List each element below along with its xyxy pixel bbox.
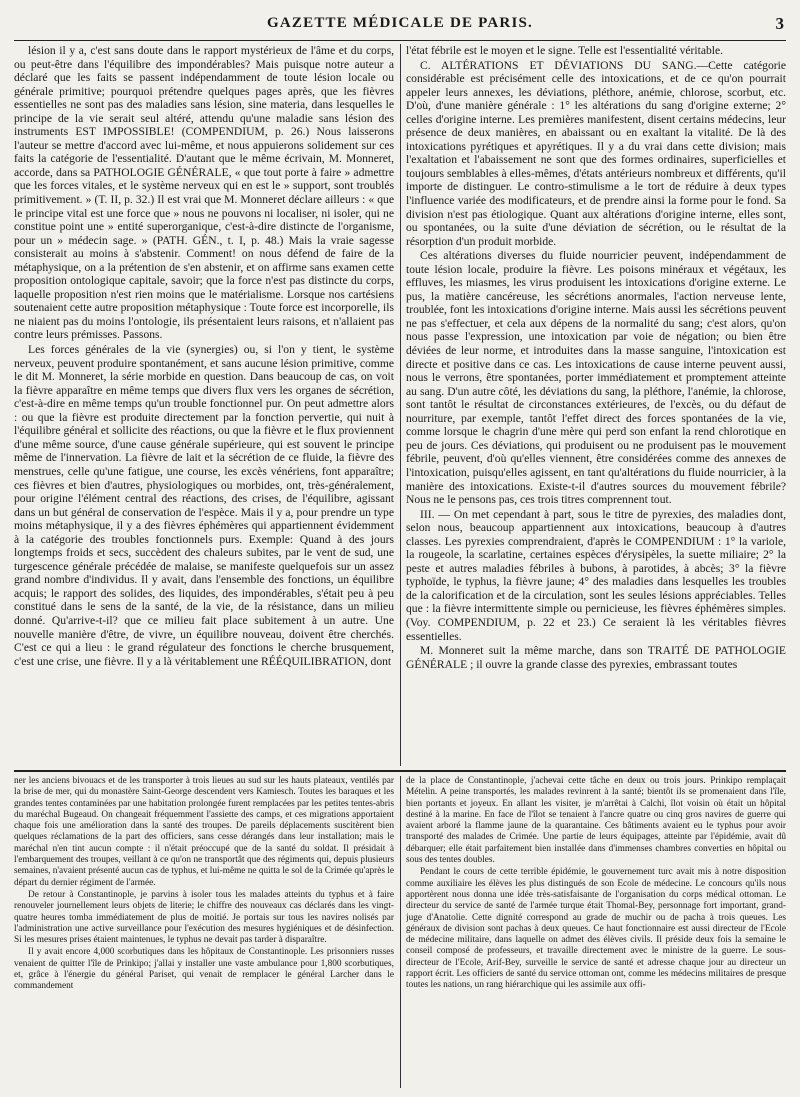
paragraph: III. — On met cependant à part, sous le titre de pyrexies, des maladies dont, selon nous, beaucoup appartiennent aux intoxications, beaucoup à d'autres classes. Les pyrexies comprendraient, d'après le COMPENDIUM : 1° la variole, la rougeole, la scarlatine, certaines espèces d'érysipèles, la suette miliaire; 2° la peste et autres maladies fébriles à bubons, à parotides, à abcès; 3° la fièvre typhoïde, le typhus, la fièvre jaune; 4° des maladies dans lesquelles les troubles de la calorification et de la circulation, sont les seules lésions appréciables. Telles que : la fièvre intermittente simple ou pernicieuse, les fièvres éphémères simples. (Voy. COMPENDIUM, p. 22 et 23.) Ce seraient là les véritables fièvres essentielles.	[406, 507, 786, 643]
paragraph: ner les anciens bivouacs et de les transporter à trois lieues au sud sur les hauts plateaux, ventilés par la brise de mer, qui du monastère Saint-George descendent vers Kamiesch. Toutes les baraques et les grandes tentes contaminées par une habitation prolongée furent remplacées par les petites tentes-abris du maréchal Bugeaud. On changeait fréquemment l'assiette des camps, et ces migrations apportaient chaque fois une amélioration dans la santé des troupes. De pareils déplacements suscitèrent bien quelques réclamations de la part des officiers, sans cesse dérangés dans leur installation; mais le maréchal n'en tint aucun compte : il n'était préoccupé que de la santé du soldat. Il présidait à l'embarquement des troupes, veillant à ce qu'on ne transportât que des régiments qui, depuis plusieurs semaines, n'avaient présenté aucun cas de typhus, et lui-même ne quitta le sol de la Crimée qu'après le départ du dernier régiment de l'armée.	[14, 776, 394, 888]
paragraph: lésion il y a, c'est sans doute dans le rapport mystérieux de l'âme et du corps, ou peut-être dans l'équilibre des impondérables? Mais puisque notre auteur a déclaré que les faits se passent indépendamment de toute lésion locale ou générale primitive; pourquoi prétendre quelques pages après, que les fièvres essentielles ne sont pas des maladies sans lésion, sine materia, dans lesquelles le principe de la vie serait seul altéré, attendu qu'une maladie sans lésion des instruments EST IMPOSSIBLE! (COMPENDIUM, p. 26.) Nous laisserons l'auteur se mettre d'accord avec lui-même, et nous appuierons solidement sur ces faits la catégorie de l'essentialité. D'autant que le même écrivain, M. Monneret, accorde, dans sa PATHOLOGIE GÉNÉRALE, « que tout porte à faire » admettre que les forces vitales, et le système nerveux qui en est le » support, sont troublés primitivement. » (T. II, p. 32.) Il est vrai que M. Monneret déclare ailleurs : « que le principe vital est une force que » nous ne pouvons ni localiser, ni isoler, qui ne constitue point une » entité superorganique, c'est-à-dire distincte de l'organisme, pour un » médecin sage. » (PATH. GÉN., t. I, p. 48.) Mais la vraie sagesse consisterait au moins à s'abstenir. Comment! on nous défend de faire de la métaphysique, on a la prétention de s'en abstenir, et on affirme sans examen cette proposition ontologique capitale, savoir; que la force n'est pas distincte du corps, laquelle proposition n'est rien moins que le matérialisme. Lorsque nos cartésiens soutenaient cette autre proposition métaphysique : Toute force est incorporelle, ils ne niaient pas du moins l'ontologie, ils présentaient leurs raisons, et n'allaient pas contre leurs prémisses. Passons.	[14, 44, 394, 342]
paragraph: Il y avait encore 4,000 scorbutiques dans les hôpitaux de Constantinople. Les prisonniers russes venaient de quitter l'île de Prinkipo; j'allai y installer une vaste ambulance pour 1,800 scorbutiques, et, grâce à l'énergie du général Pariset, qui venait de remplacer le général Larcher dans le commandement	[14, 947, 394, 992]
paragraph: de la place de Constantinople, j'achevai cette tâche en deux ou trois jours. Prinkipo remplaçait Mételin. A peine transportés, les malades revinrent à la santé; bientôt ils se promenaient dans l'île, bien portants et joyeux. En allant les visiter, je m'arrêtai à Calchi, îlot voisin où était un hôpital destiné à la marine. En face de l'îlot se tenaient à l'ancre quatre ou cinq gros navires de guerre qui avaient arboré la flamme jaune de la quarantaine. Ces bâtiments avaient eu le typhus pour avoir transporté des malades de Crimée. Une partie de leurs équipages, atteinte par l'épidémie, avait dû débarquer; elle était parfaitement bien installée dans d'immenses chambres converties en hôpital ou sous des tentes doubles.	[406, 776, 786, 866]
section-divider	[14, 770, 786, 772]
column-bottom-left	[14, 776, 394, 1088]
column-divider	[400, 776, 401, 1088]
journal-title: GAZETTE MÉDICALE DE PARIS.	[267, 15, 533, 31]
paragraph: l'état fébrile est le moyen et le signe. Telle est l'essentialité véritable.	[406, 44, 724, 57]
newspaper-page	[14, 12, 786, 1090]
column-bottom-right	[406, 776, 786, 1088]
column-right	[406, 44, 786, 764]
page-number: 3	[775, 14, 784, 33]
paragraph: M. Monneret suit la même marche, dans son TRAITÉ DE PATHOLOGIE GÉNÉRALE ; il ouvre la grande classe des pyrexies, embrassant toutes	[406, 644, 786, 671]
paragraph: Les forces générales de la vie (synergies) ou, si l'on y tient, le système nerveux, peuvent produire spontanément, et sans aucune lésion primitive, comme le dit M. Monneret, la série morbide en question. Dans beaucoup de cas, on voit la fièvre apparaître en même temps que divers flux vers les organes de sécrétion, c'est-à-dire en même temps qu'un trouble fonctionnel pur. On peut admettre alors : ou que la fièvre est produite directement par la fonction pervertie, qui nuit à l'équilibre général et sollicite des réactions, ou que la fièvre et le flux proviennent d'une même source, d'une cause générale supérieure, qui est souvent le principe même de l'innervation. La fièvre de lait et la sécrétion de ce fluide, la fièvre des menstrues, celle qu'une fatigue, une course, les excès vénériens, font apparaître; ces fièvres et bien d'autres, physiologiques ou morbides, ont, très-généralement, pour origine l'élément central des réactions, des crises, de l'équilibre, agissant dans un but général de conservation de l'espèce. Mais il y a, pour prendre un type moins métaphysique, il y a des fièvres éphémères qui appartiennent évidemment à la catégorie des troubles fonctionnels purs. Exemple: Quand à des jours longtemps froids et secs, succèdent des chaleurs subites, par le vent de sud, une turgescence générale précédée de malaise, se manifeste quelquefois sur un assez grand nombre d'individus. Il y avait, dans l'ensemble des fonctions, un équilibre acquis; le rapport des solides, des liquides, des impondérables, s'était peu à peu constitué dans le sens de la santé, de la vie, de la résistance, dans un milieu donné. Qu'arrive-t-il? que ce milieu fait place subitement à un autre. Une nouvelle manière d'être, de vivre, un équilibre nouveau, doivent être cherchés. C'est ce qui a lieu : le grand régulateur des fonctions le cherche brusquement, c'est une crise, une fièvre. Il y a là véritablement une RÉÉQUILIBRATION, dont	[14, 343, 394, 668]
paragraph: C. ALTÉRATIONS ET DÉVIATIONS DU SANG.—Cette catégorie considérable est précisément celle des intoxications, et de ce qu'on pourrait appeler leurs annexes, les déviations, pléthore, anémie, chlorose, scorbut, etc. D'où, d'une manière générale : 1° les altérations du sang d'origine externe; 2° celles d'origine interne. Les premières manifestent, disent certains médecins, leur présence de deux manières, en abaissant ou en exaltant la vitalité. De là des intoxications pyrétiques et apyrétiques. Il y a du vrai dans cette division; mais l'exaltation et l'abaissement ne sont que des formes ordinaires, superficielles et toujours semblables à elles-mêmes, d'états antérieurs nombreux et différents, qu'il importe de distinguer. Le contro-stimulisme a le tort de réduire à deux types l'influence variée des modificateurs, et de prendre ainsi la forme pour le fond. Sa division n'est pas étiologique. Quant aux altérations d'origine interne, elles sont, ou spontanées, ou la suite d'une déviation de sécrétion, ou le résultat de la résorption d'un produit morbide.	[406, 58, 786, 248]
column-divider	[400, 44, 401, 766]
paragraph: Ces altérations diverses du fluide nourricier peuvent, indépendamment de toute lésion locale, produire la fièvre. Les poisons minéraux et végétaux, les effluves, les miasmes, les virus produisent les intoxications d'origine externe. Le pus, la matière cancéreuse, les sécrétions anormales, l'action nerveuse lente, troublée, font les intoxications d'origine interne. Mais aussi les sécrétions peuvent ne pas s'effectuer, et cela aux dépens de la normalité du sang; c'est alors, qu'on nous passe l'expression, une intoxication par voie de négation; ou bien être déviées de leur norme, et introduites dans la masse sanguine, l'intoxication est directe et positive dans ce cas. Les intoxications de cause interne peuvent aussi, nous le verrons, être spontanées, porter immédiatement et promptement atteinte au sang. D'un autre côté, les déviations du sang, la pléthore, l'anémie, la chlorose, sont tantôt le résultat de circonstances extérieures, de l'excès, ou du défaut de nourriture, par exemple, tantôt l'effet direct des forces spontanées de la vie, comme lorsque le chagrin d'une mère qui perd son enfant la rend chlorotique en peu de jours. Ces déviations, qui produisent ou ne produisent pas le mouvement fébrile, peuvent, d'où qu'elles viennent, être considérées comme des annexes de l'intoxication, puisqu'elles agissent, en tant qu'altérations du fluide nourricier, à la manière des intoxications. Existe-t-il d'autres sources du mouvement fébrile? Nous ne le pensons pas, ces trois titres comprennent tout.	[406, 249, 786, 507]
page-header	[14, 12, 786, 41]
paragraph: Pendant le cours de cette terrible épidémie, le gouvernement turc avait mis à notre disposition comme auxiliaire les élèves les plus distingués de son Ecole de médecine. Le concours qu'ils nous apportèrent nous donna une idée très-satisfaisante de l'organisation du corps médical ottoman. Le directeur du service de santé de l'armée turque était Thomal-Bey, personnage fort important, grand-juge d'Anatolie. Cette dignité correspond au grade de muchir ou de pacha à trois queues. Les généraux de division sont pachas à deux queues. Ce haut fonctionnaire est aussi directeur de l'Ecole de médecine militaire, dans laquelle on admet des élèves civils. Il préside deux fois la semaine le conseil composé de professeurs, et travaille directement avec le ministre de la guerre. Le sous-directeur de l'Ecole, Arif-Bey, surveille le service de santé et adresse chaque jour au directeur un rapport écrit. Les officiers de santé du service ottoman ont, comme les médecins militaires de presque toutes les nations, un rang hiérarchique qui les assimile aux offi-	[406, 867, 786, 991]
paragraph: De retour à Constantinople, je parvins à isoler tous les malades atteints du typhus et à faire renouveler journellement leurs objets de literie; le chiffre des nouveaux cas déclarés dans les vingt-quatre heures tomba immédiatement de plus de moitié. Je portais sur tous les navires nolisés par l'administration une active surveillance pour l'exécution des mesures hygiéniques et de désinfection. Si les mesures prises étaient maintenues, le typhus ne devait pas tarder à disparaître.	[14, 889, 394, 946]
column-left	[14, 44, 394, 764]
